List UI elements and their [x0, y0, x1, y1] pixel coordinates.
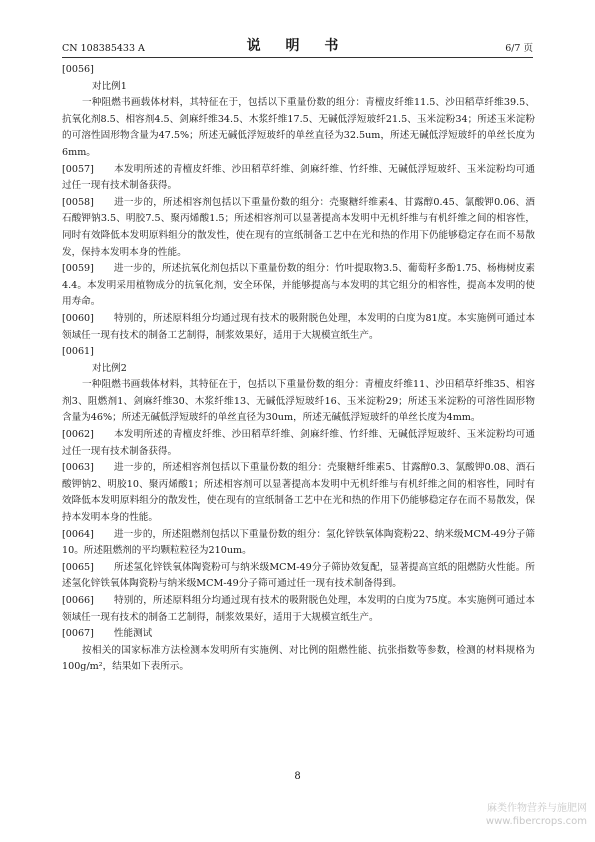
paragraph-text: 所述氢化锌铁氧体陶瓷粉可与纳米级MCM-49分子筛协效复配，显著提高宣纸的阻燃防火性能。所述氢化锌铁氧体陶瓷粉与纳米级MCM-49分子筛可通过任一现有技术制备得到。	[62, 561, 535, 590]
watermark	[486, 802, 587, 828]
paragraph	[62, 626, 535, 643]
paragraph-number: [0067]	[62, 628, 94, 640]
paragraph-number: [0063]	[62, 462, 94, 474]
paragraph	[62, 62, 535, 79]
watermark-site-name: 麻类作物营养与施肥网	[487, 803, 587, 814]
paragraph	[62, 643, 535, 676]
paragraph	[62, 261, 535, 311]
paragraph-text: 特别的，所述原料组分均通过现有技术的吸附脱色处理，本发明的白度为81度。本实施例可通过本领域任一现有技术的制备工艺制得，制浆效果好，适用于大规模宣纸生产。	[62, 312, 535, 341]
paragraph	[62, 361, 535, 378]
paragraph	[62, 195, 535, 261]
document-title: 说 明 书	[246, 38, 349, 54]
paragraph-number: [0064]	[62, 528, 94, 540]
paragraph-text: 特别的，所述原料组分均通过现有技术的吸附脱色处理，本发明的白度为75度。本实施例可通过本领域任一现有技术的制备工艺制得，制浆效果好，适用于大规模宣纸生产。	[62, 595, 535, 623]
section-heading: 对比例1	[92, 80, 127, 92]
paragraph	[62, 95, 535, 161]
paragraph-number: [0058]	[62, 196, 94, 208]
paragraph-text: 进一步的，所述阻燃剂包括以下重量份数的组分：氢化锌铁氧体陶瓷粉22、纳米级MCM-49分子筛10。所述阻燃剂的平均颗粒粒径为210um。	[62, 528, 535, 557]
paragraph	[62, 344, 535, 361]
paragraph	[62, 460, 535, 526]
paragraph	[62, 560, 535, 593]
paragraph-text: 按相关的国家标准方法检测本发明所有实施例、对比例的阻燃性能、抗张指数等参数，检测的材料规格为100g/m²，结果如下表所示。	[62, 644, 535, 673]
paragraph-text: 进一步的，所述相容剂包括以下重量份数的组分：壳聚糖纤维素5、甘露醇0.3、氯酸钾0.08、酒石酸钾钠2、明胶10、聚丙烯酸1；所述相容剂可以显著提高本发明中无机纤维与有机纤维之间的相容性，同时有效降低本发明原料组分的散发性，使在现有的宣纸制备工艺中在光和热的作用下仍能够稳定存在而不易散发，保持本发明本身的性能。	[62, 462, 535, 524]
paragraph-text: 进一步的，所述抗氧化剂包括以下重量份数的组分：竹叶提取物3.5、葡萄籽多酚1.75、杨梅树皮素4.4。本发明采用植物成分的抗氧化剂，安全环保，并能够提高与本发明的其它组分的相容性，提高本发明的使用寿命。	[62, 263, 535, 308]
paragraph	[62, 311, 535, 344]
page-indicator: 6/7 页	[505, 43, 533, 54]
paragraph	[62, 593, 535, 626]
paragraph-number: [0061]	[62, 346, 94, 358]
paragraph-number: [0060]	[62, 312, 94, 324]
paragraph-number: [0062]	[62, 429, 94, 441]
section-heading: 对比例2	[92, 362, 127, 374]
paragraph-text: 一种阻燃书画载体材料，其特征在于，包括以下重量份数的组分：青檀皮纤维11、沙田稻草纤维35、相容剂3、阻燃剂1、剑麻纤维30、木浆纤维13、无碱低浮短玻纤16、玉米淀粉29；所述玉米淀粉的可溶性固形物含量为46%；所述无碱低浮短玻纤的单丝直径为30um，所述无碱低浮短玻纤的单丝长度为4mm。	[62, 379, 535, 424]
patent-number: CN 108385433 A	[62, 43, 145, 54]
paragraph-text: 本发明所述的青檀皮纤维、沙田稻草纤维、剑麻纤维、竹纤维、无碱低浮短玻纤、玉米淀粉均可通过任一现有技术制备获得。	[62, 429, 535, 457]
paragraph-number: [0065]	[62, 561, 94, 573]
paragraph	[62, 162, 535, 195]
page-header	[62, 36, 533, 58]
document-body	[62, 62, 535, 676]
paragraph-number: [0066]	[62, 595, 94, 606]
watermark-url: www.fibercrops.com	[485, 816, 587, 827]
paragraph-number: [0057]	[62, 163, 94, 175]
paragraph	[62, 427, 535, 460]
paragraph-number: [0059]	[62, 263, 94, 275]
paragraph	[62, 79, 535, 96]
paragraph-number: [0056]	[62, 64, 94, 75]
paragraph-text: 性能测试	[113, 628, 153, 640]
page-number: 8	[294, 771, 301, 782]
paragraph-text: 进一步的，所述相容剂包括以下重量份数的组分：壳聚糖纤维素4、甘露醇0.45、氯酸钾0.06、酒石酸钾钠3.5、明胶7.5、聚丙烯酸1.5；所述相容剂可以显著提高本发明中无机纤维与有机纤维之间的相容性，同时有效降低本发明原料组分的散发性，使在现有的宣纸制备工艺中在光和热的作用下仍能够稳定存在而不易散发，保持本发明本身的性能。	[62, 196, 535, 258]
paragraph-text: 本发明所述的青檀皮纤维、沙田稻草纤维、剑麻纤维、竹纤维、无碱低浮短玻纤、玉米淀粉均可通过任一现有技术制备获得。	[62, 163, 535, 192]
paragraph-text: 一种阻燃书画载体材料，其特征在于，包括以下重量份数的组分：青檀皮纤维11.5、沙田稻草纤维39.5、抗氧化剂8.5、相容剂4.5、剑麻纤维34.5、木浆纤维17.5、无碱低浮短玻纤21.5、玉米淀粉34；所述玉米淀粉的可溶性固形物含量为47.5%；所述无碱低浮短玻纤的单丝直径为32.5um，所述无碱低浮短玻纤的单丝长度为6mm。	[62, 97, 535, 158]
paragraph	[62, 527, 535, 560]
paragraph	[62, 377, 535, 427]
